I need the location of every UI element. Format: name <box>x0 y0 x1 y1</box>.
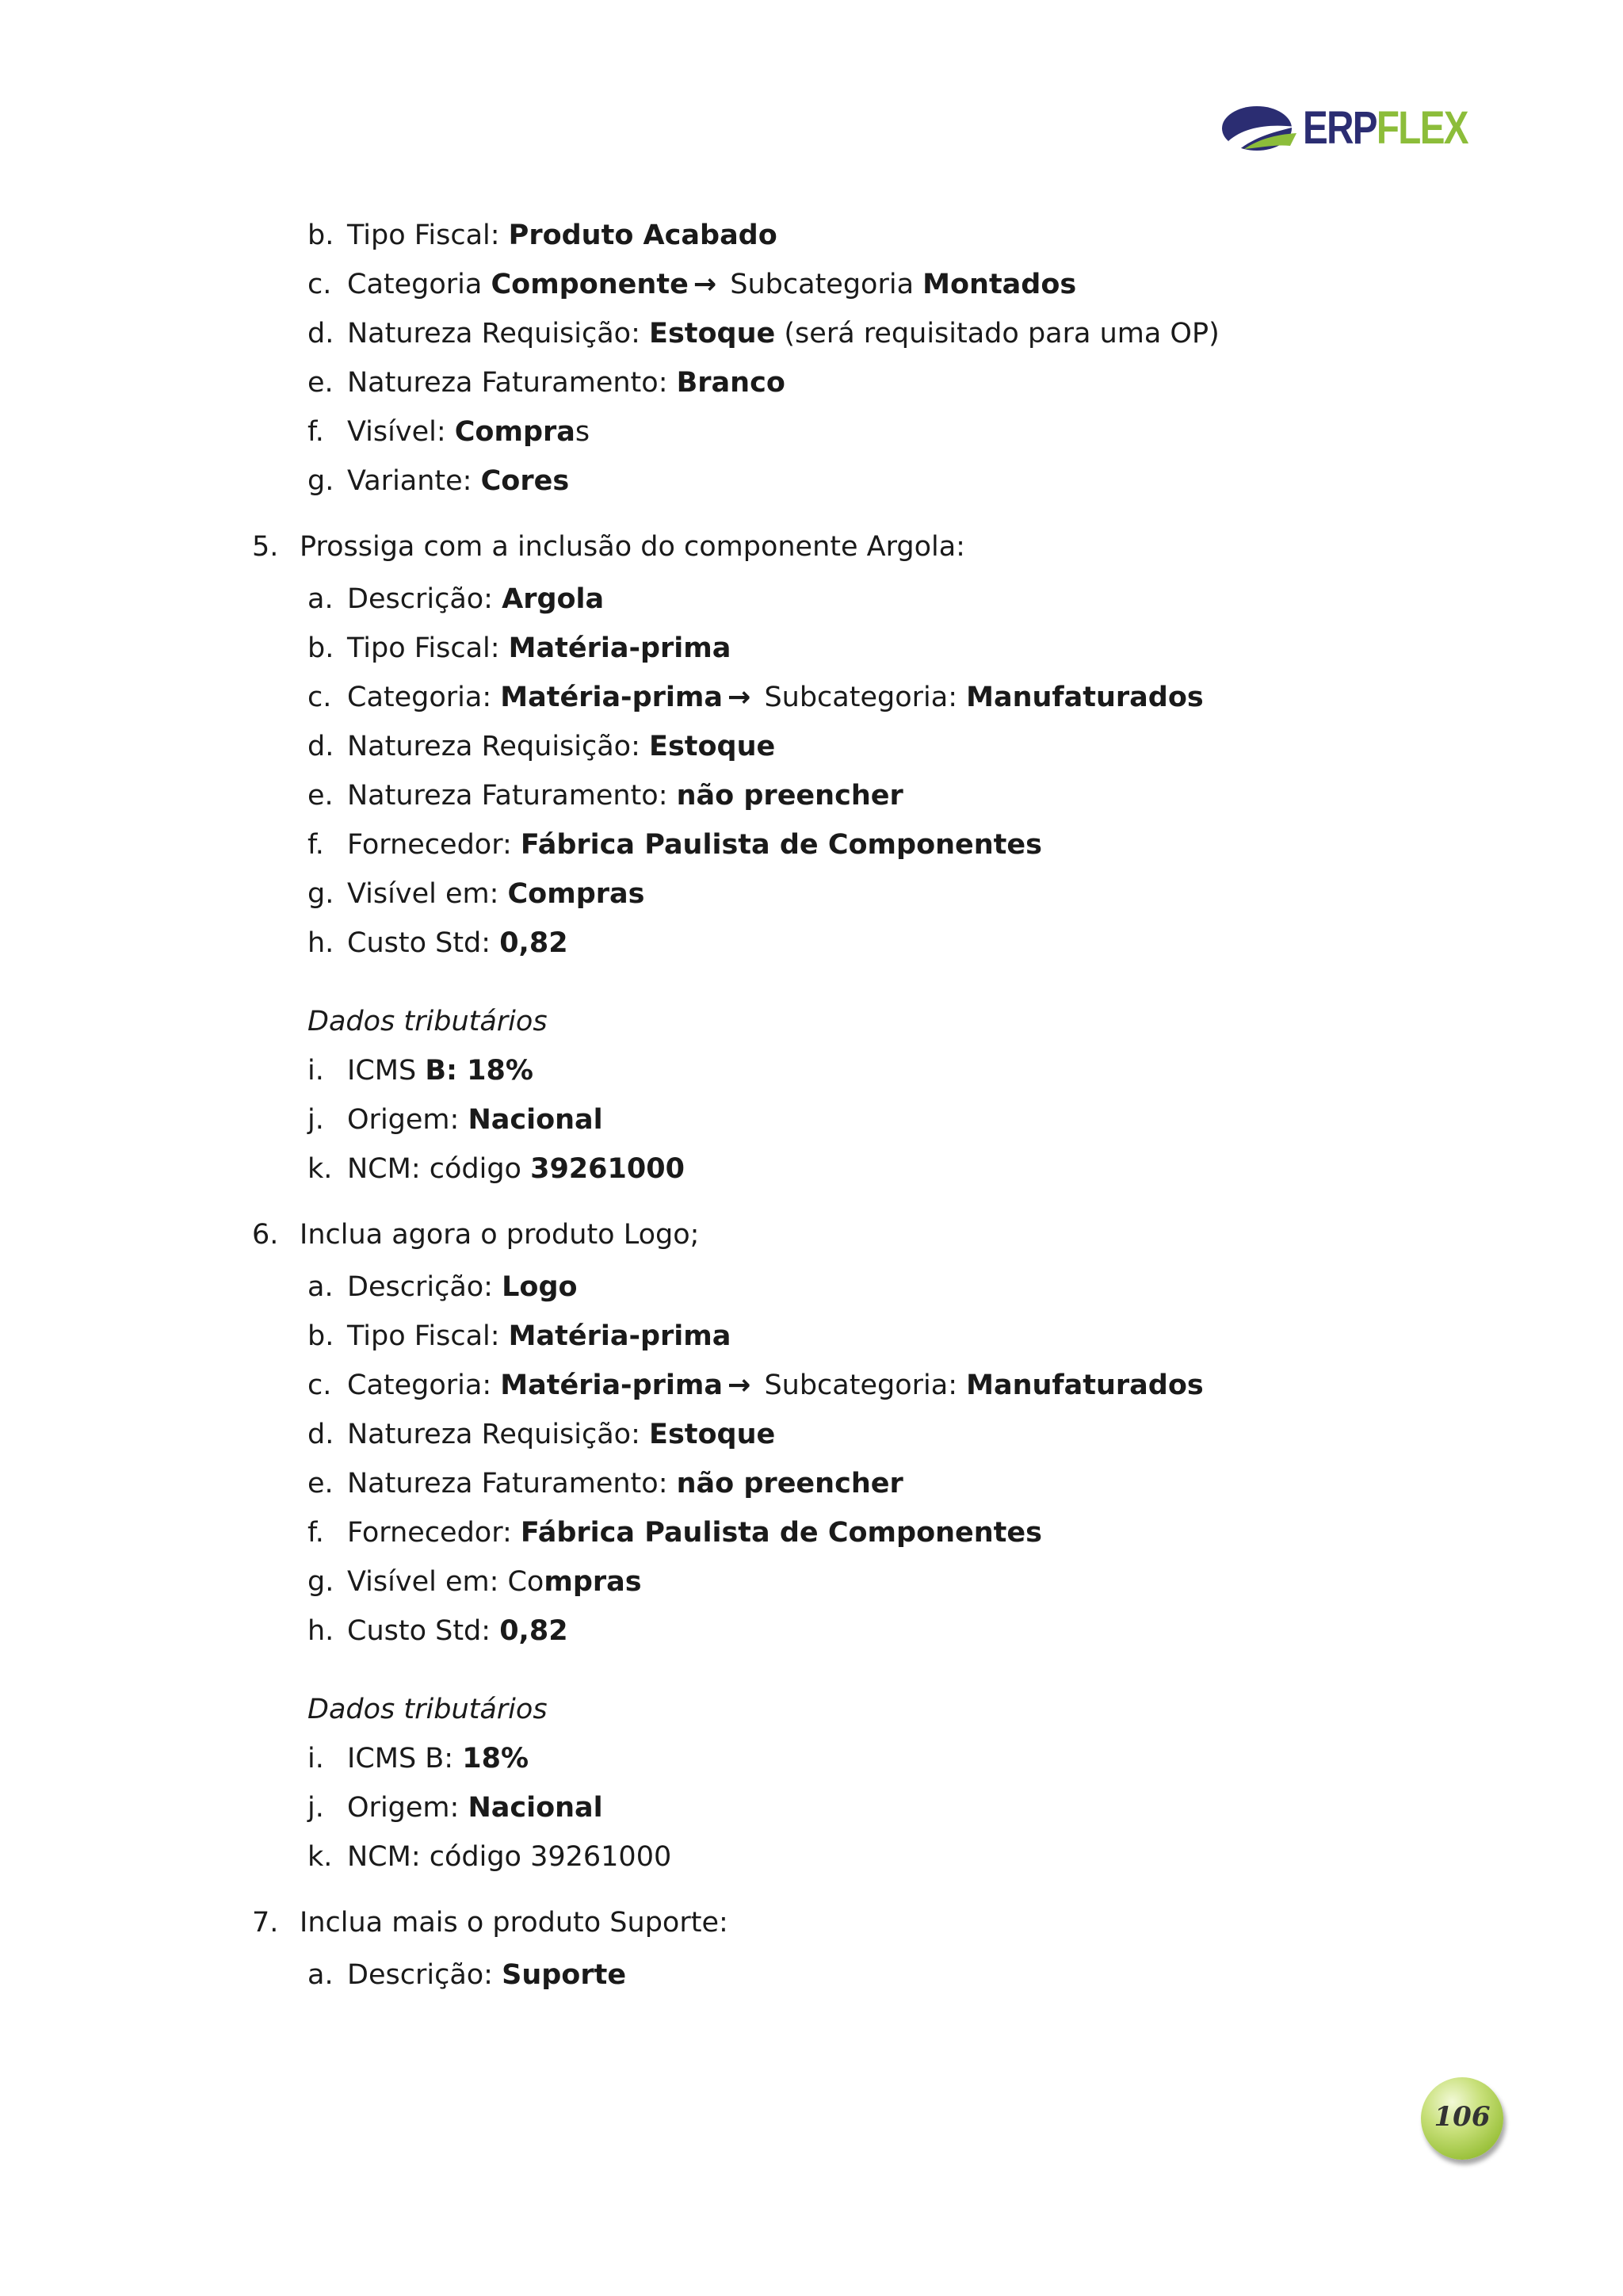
list-item: d. Natureza Requisição: Estoque <box>307 1419 776 1450</box>
list-item: j. Origem: Nacional <box>307 1792 603 1824</box>
section-header: Dados tributários <box>307 1694 548 1725</box>
list-item: e. Natureza Faturamento: Branco <box>307 367 785 399</box>
list-item: h. Custo Std: 0,82 <box>307 1615 568 1647</box>
erpflex-logo <box>1220 100 1474 157</box>
list-item: c. Categoria: Matéria-prima → Subcategoria: Manufaturados <box>307 1370 1204 1401</box>
list-item: k. NCM: código 39261000 <box>307 1153 685 1185</box>
list-item: d. Natureza Requisição: Estoque (será requisitado para uma OP) <box>307 318 1220 350</box>
list-item: e. Natureza Faturamento: não preencher <box>307 780 903 812</box>
list-item: b. Tipo Fiscal: Matéria-prima <box>307 632 731 664</box>
page-number: 106 <box>1434 2101 1491 2133</box>
list-item: f. Fornecedor: Fábrica Paulista de Componentes <box>307 829 1042 861</box>
arrow-right-icon: → <box>727 682 751 713</box>
arrow-right-icon: → <box>727 1370 751 1401</box>
list-item: b. Tipo Fiscal: Matéria-prima <box>307 1320 731 1352</box>
list-item: d. Natureza Requisição: Estoque <box>307 731 776 762</box>
list-item: c. Categoria: Matéria-prima → Subcategoria: Manufaturados <box>307 682 1204 713</box>
logo-wordmark: ERPFLEX <box>1303 102 1468 154</box>
swoosh-icon <box>1220 100 1300 157</box>
list-item: a. Descrição: Logo <box>307 1271 578 1303</box>
section-header: Dados tributários <box>307 1006 548 1037</box>
list-item: f. Fornecedor: Fábrica Paulista de Componentes <box>307 1517 1042 1549</box>
list-item: h. Custo Std: 0,82 <box>307 927 568 959</box>
list-item: f. Visível: Compras <box>307 416 590 448</box>
page-number-badge <box>1421 2077 1503 2160</box>
list-item: a. Descrição: Argola <box>307 583 605 615</box>
list-item: g. Variante: Cores <box>307 465 570 497</box>
list-item: c. Categoria Componente → Subcategoria Montados <box>307 269 1077 300</box>
list-item: g. Visível em: Compras <box>307 1566 642 1598</box>
list-item: k. NCM: código 39261000 <box>307 1841 672 1873</box>
list-item: e. Natureza Faturamento: não preencher <box>307 1468 903 1499</box>
list-item-7: 7. Inclua mais o produto Suporte: <box>252 1907 728 1939</box>
list-item: i. ICMS B: 18% <box>307 1055 533 1087</box>
list-item: a. Descrição: Suporte <box>307 1959 627 1991</box>
list-item: i. ICMS B: 18% <box>307 1743 529 1775</box>
arrow-right-icon: → <box>693 269 717 300</box>
list-item: j. Origem: Nacional <box>307 1104 603 1136</box>
list-item-6: 6. Inclua agora o produto Logo; <box>252 1219 700 1251</box>
list-item: g. Visível em: Compras <box>307 878 645 910</box>
list-item: b. Tipo Fiscal: Produto Acabado <box>307 220 777 251</box>
list-item-5: 5. Prossiga com a inclusão do componente Argola: <box>252 531 965 563</box>
